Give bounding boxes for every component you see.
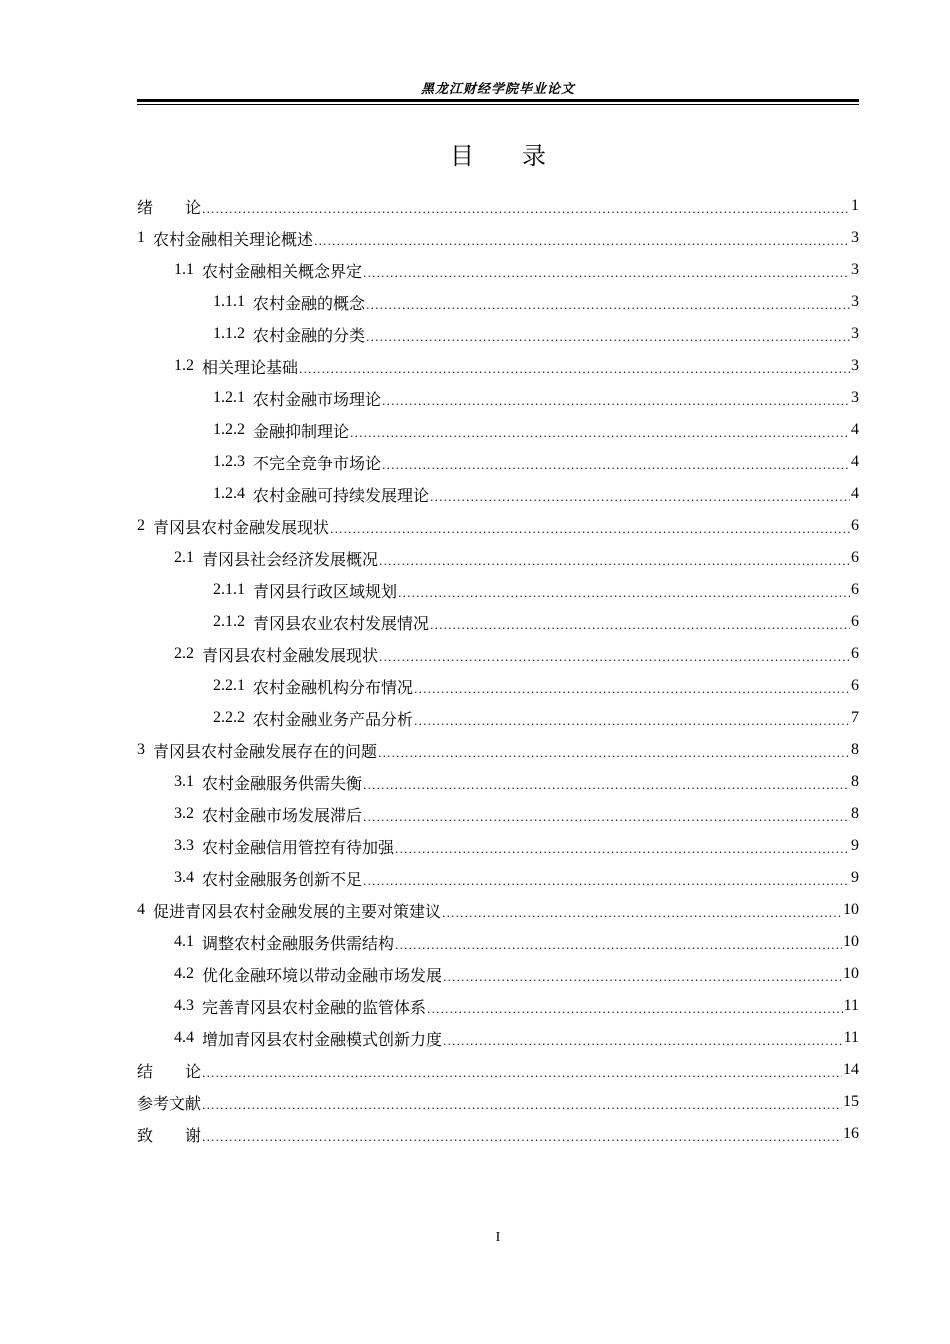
toc-entry-title: 相关理论基础	[202, 357, 299, 377]
toc-entry-number: 1.1.1	[213, 293, 245, 310]
toc-entry-title: 参考文献	[137, 1093, 202, 1113]
toc-entry[interactable]	[137, 606, 859, 638]
toc-leader-dots	[299, 363, 850, 376]
page-number: I	[495, 1230, 501, 1245]
toc-leader-dots	[398, 587, 850, 600]
toc-entry-page: 15	[843, 1093, 859, 1110]
toc-entry-page: 4	[851, 485, 859, 502]
toc-entry-number: 2.2	[174, 645, 194, 662]
toc-entry-page: 3	[851, 261, 859, 278]
toc-entry-number: 2.2.2	[213, 709, 245, 726]
toc-entry-title: 农村金融可持续发展理论	[253, 485, 430, 505]
toc-leader-dots	[442, 907, 842, 920]
toc-entry-number: 3.4	[174, 869, 194, 886]
toc-entry-number: 3.2	[174, 805, 194, 822]
toc-entry-number: 1.1	[174, 261, 194, 278]
toc-entry[interactable]	[137, 670, 859, 702]
toc-entry-title: 调整农村金融服务供需结构	[202, 933, 395, 953]
toc-entry-title: 青冈县农村金融发展现状	[153, 517, 330, 537]
toc-entry[interactable]	[137, 318, 859, 350]
toc-entry-page: 1	[851, 197, 859, 214]
page-title: 目 录	[450, 142, 546, 170]
toc-entry[interactable]	[137, 958, 859, 990]
toc-entry-page: 8	[851, 805, 859, 822]
toc-entry-number: 3.3	[174, 837, 194, 854]
toc-entry-page: 6	[851, 581, 859, 598]
header-rule-thick	[137, 99, 859, 102]
toc-entry-title: 农村金融机构分布情况	[253, 677, 414, 697]
toc-entry-page: 6	[851, 677, 859, 694]
toc-entry[interactable]	[137, 190, 859, 222]
toc-entry-title: 农村金融服务供需失衡	[202, 773, 363, 793]
toc-leader-dots	[366, 299, 850, 312]
toc-entry-number: 2.1.1	[213, 581, 245, 598]
toc-entry-title: 青冈县行政区域规划	[253, 581, 398, 601]
toc-leader-dots	[414, 715, 850, 728]
toc-leader-dots	[379, 651, 850, 664]
toc-entry-title: 农村金融相关概念界定	[202, 261, 363, 281]
toc-entry-title: 青冈县农村金融发展存在的问题	[153, 741, 378, 761]
toc-leader-dots	[430, 619, 850, 632]
toc-entry[interactable]	[137, 254, 859, 286]
toc-leader-dots	[202, 1099, 842, 1112]
toc-entry[interactable]	[137, 510, 859, 542]
toc-entry[interactable]	[137, 382, 859, 414]
toc-entry-page: 6	[851, 517, 859, 534]
toc-entry-page: 10	[843, 901, 859, 918]
toc-entry[interactable]	[137, 286, 859, 318]
toc-entry-title: 农村金融市场理论	[253, 389, 382, 409]
toc-entry-number: 1	[137, 229, 145, 246]
toc-leader-dots	[395, 939, 842, 952]
toc-leader-dots	[443, 1035, 843, 1048]
toc-entry-title: 青冈县农业农村发展情况	[253, 613, 430, 633]
toc-leader-dots	[363, 875, 850, 888]
toc-entry-number: 1.1.2	[213, 325, 245, 342]
toc-entry[interactable]	[137, 638, 859, 670]
toc-leader-dots	[379, 555, 850, 568]
toc-leader-dots	[363, 811, 850, 824]
toc-leader-dots	[395, 843, 850, 856]
table-of-contents	[137, 190, 859, 1150]
toc-entry-page: 8	[851, 773, 859, 790]
toc-leader-dots	[378, 747, 850, 760]
toc-entry[interactable]	[137, 990, 859, 1022]
toc-entry[interactable]	[137, 222, 859, 254]
toc-entry-page: 8	[851, 741, 859, 758]
toc-entry-page: 10	[843, 965, 859, 982]
header-rule-thin	[137, 104, 859, 105]
toc-entry-number: 4.4	[174, 1029, 194, 1046]
toc-entry[interactable]	[137, 1054, 859, 1086]
toc-leader-dots	[363, 779, 850, 792]
toc-leader-dots	[366, 331, 850, 344]
toc-entry[interactable]	[137, 926, 859, 958]
toc-entry-number: 4.1	[174, 933, 194, 950]
toc-entry-title: 农村金融的概念	[253, 293, 366, 313]
toc-entry-title: 不完全竞争市场论	[253, 453, 382, 473]
toc-leader-dots	[430, 491, 850, 504]
toc-entry-number: 4	[137, 901, 145, 918]
toc-entry-title: 农村金融业务产品分析	[253, 709, 414, 729]
toc-entry-page: 3	[851, 357, 859, 374]
toc-entry-title: 优化金融环境以带动金融市场发展	[202, 965, 443, 985]
toc-entry-number: 4.2	[174, 965, 194, 982]
toc-entry-page: 9	[851, 869, 859, 886]
toc-entry-number: 4.3	[174, 997, 194, 1014]
toc-entry[interactable]	[137, 574, 859, 606]
toc-entry[interactable]	[137, 478, 859, 510]
document-header: 黑龙江财经学院毕业论文	[420, 82, 575, 97]
toc-leader-dots	[202, 203, 850, 216]
toc-entry-title: 结 论	[137, 1061, 202, 1081]
toc-leader-dots	[202, 1067, 842, 1080]
toc-leader-dots	[363, 267, 850, 280]
toc-entry[interactable]	[137, 542, 859, 574]
toc-entry-number: 2.1.2	[213, 613, 245, 630]
toc-leader-dots	[314, 235, 850, 248]
toc-entry-number: 2	[137, 517, 145, 534]
toc-entry-number: 2.1	[174, 549, 194, 566]
toc-entry-page: 3	[851, 229, 859, 246]
toc-entry[interactable]	[137, 830, 859, 862]
toc-leader-dots	[427, 1003, 843, 1016]
toc-leader-dots	[382, 395, 850, 408]
toc-entry-title: 绪 论	[137, 197, 202, 217]
toc-entry-page: 7	[851, 709, 859, 726]
toc-entry[interactable]	[137, 734, 859, 766]
toc-entry-page: 6	[851, 613, 859, 630]
toc-entry[interactable]	[137, 702, 859, 734]
toc-entry-number: 1.2	[174, 357, 194, 374]
toc-entry-title: 致 谢	[137, 1125, 202, 1145]
toc-entry-page: 3	[851, 389, 859, 406]
toc-entry-page: 4	[851, 453, 859, 470]
toc-entry-number: 1.2.2	[213, 421, 245, 438]
toc-entry[interactable]	[137, 350, 859, 382]
toc-entry-title: 农村金融相关理论概述	[153, 229, 314, 249]
toc-entry[interactable]	[137, 1086, 859, 1118]
toc-entry[interactable]	[137, 862, 859, 894]
toc-entry-page: 3	[851, 293, 859, 310]
toc-entry-title: 农村金融信用管控有待加强	[202, 837, 395, 857]
toc-entry-title: 青冈县社会经济发展概况	[202, 549, 379, 569]
toc-leader-dots	[443, 971, 842, 984]
toc-entry-number: 3.1	[174, 773, 194, 790]
toc-entry[interactable]	[137, 894, 859, 926]
toc-entry-number: 1.2.3	[213, 453, 245, 470]
toc-entry[interactable]	[137, 798, 859, 830]
toc-entry-title: 农村金融市场发展滞后	[202, 805, 363, 825]
toc-entry-number: 1.2.1	[213, 389, 245, 406]
toc-entry-number: 1.2.4	[213, 485, 245, 502]
toc-leader-dots	[330, 523, 850, 536]
toc-entry-page: 4	[851, 421, 859, 438]
toc-leader-dots	[382, 459, 850, 472]
toc-entry-page: 11	[843, 997, 859, 1014]
toc-entry-page: 6	[851, 645, 859, 662]
toc-entry-page: 10	[843, 933, 859, 950]
toc-entry-number: 3	[137, 741, 145, 758]
toc-entry[interactable]	[137, 766, 859, 798]
toc-entry-page: 14	[843, 1061, 859, 1078]
toc-entry-title: 金融抑制理论	[253, 421, 350, 441]
toc-entry-title: 农村金融的分类	[253, 325, 366, 345]
toc-entry-page: 6	[851, 549, 859, 566]
toc-entry-page: 9	[851, 837, 859, 854]
toc-entry[interactable]	[137, 1118, 859, 1150]
toc-leader-dots	[350, 427, 850, 440]
toc-entry-page: 3	[851, 325, 859, 342]
toc-entry-title: 促进青冈县农村金融发展的主要对策建议	[153, 901, 442, 921]
toc-entry[interactable]	[137, 414, 859, 446]
toc-leader-dots	[414, 683, 850, 696]
toc-entry-title: 青冈县农村金融发展现状	[202, 645, 379, 665]
toc-entry-title: 完善青冈县农村金融的监管体系	[202, 997, 427, 1017]
toc-entry[interactable]	[137, 446, 859, 478]
toc-entry-title: 增加青冈县农村金融模式创新力度	[202, 1029, 443, 1049]
toc-entry-page: 11	[843, 1029, 859, 1046]
toc-entry[interactable]	[137, 1022, 859, 1054]
toc-entry-title: 农村金融服务创新不足	[202, 869, 363, 889]
toc-leader-dots	[202, 1131, 842, 1144]
toc-entry-number: 2.2.1	[213, 677, 245, 694]
toc-entry-page: 16	[843, 1125, 859, 1142]
